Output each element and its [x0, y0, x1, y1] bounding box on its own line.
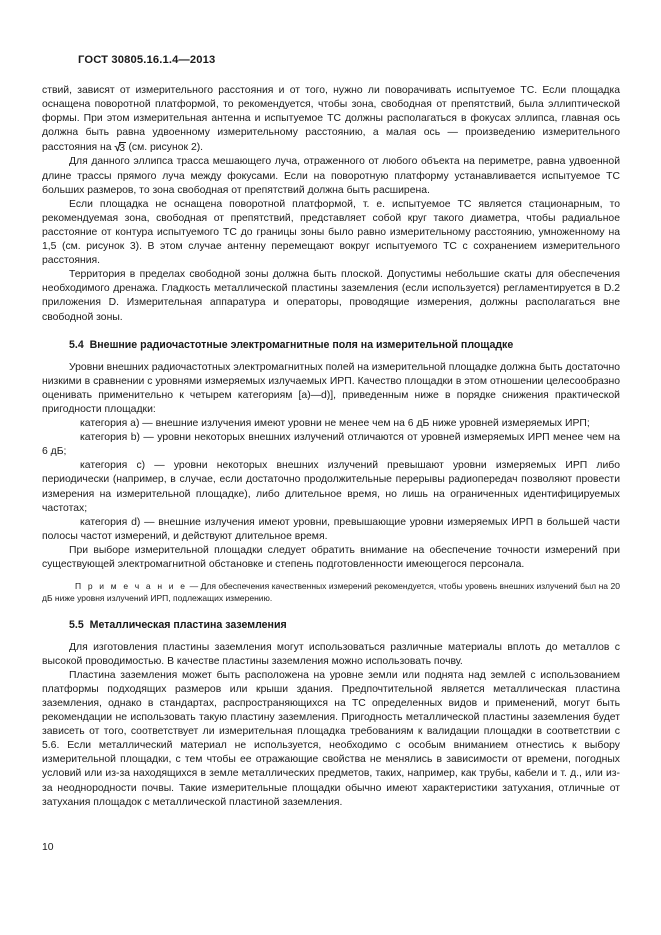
spacer	[42, 352, 620, 361]
note-body: — Для обеспечения качественных измерений рекомендуется, чтобы уровень внешних излучений был на 20 дБ ниже уровня излучений ИРП, подлежащих измерению.	[42, 581, 620, 604]
paragraph-5-5-materials: Для изготовления пластины заземления могут использоваться различные материалы вплоть до металлов с высокой проводимостью. В качестве пластины заземления можно использовать почву.	[42, 641, 620, 667]
sqrt-three-expression	[114, 140, 125, 155]
paragraph-text-part-1: ствий, зависят от измерительного расстояния и от того, нужно ли поворачивать испытуемое ТС. Если площадка оснащена поворотной платформой, то рекомендуется, чтобы зона, свободная от препятствий, была эллиптической формы. При этом измерительная антенна и испытуемое ТС должны располагаться в фокусах эллипса, главная ось должна быть равна удвоенному измерительному расстоянию, а малая ось — произведению измерительного расстояния на	[42, 85, 620, 154]
page-body	[42, 84, 620, 810]
spacer	[42, 605, 620, 618]
spacer	[42, 325, 620, 338]
heading-5-4-title: Внешние радиочастотные электромагнитные поля на измерительной площадке	[89, 338, 514, 351]
heading-5-4-number: 5.4	[69, 338, 84, 351]
paragraph-5-5-placement: Пластина заземления может быть расположена на уровне земли или поднята над землей с использованием платформы подходящих размеров или крыши здания. Предпочтительной является металлическая пластина заземления, однако в стандартах, распространяющихся на ТС определенных видов и применений, могут быть рекомендации не использовать такую пластину заземления. Пригодность металлической пластины заземления будет зависеть от того, соответствует ли измерительная площадка требованиям к валидации площадки в соответствии с 5.6. Если металлический материал не используется, необходимо с особым вниманием отнестись к выбору измерительной площадки, с тем чтобы ее отражающие свойства не менялись в зависимости от времени, погодных условий или из-за находящихся в земле металлических предметов, таких, например, как трубы, кабели и т. д., или из-за неоднородности почвы. Такие измерительные площадки обычно имеют характеристики затухания, отличные от затухания площадок с металлической пластиной заземления.	[42, 669, 620, 808]
page-number: 10	[42, 842, 54, 853]
radical-sign-icon: √	[114, 141, 121, 154]
list-item-category-b: категория b) — уровни некоторых внешних излучений отличаются от уровней измеряемых ИРП менее чем на 6 дБ;	[42, 432, 620, 458]
paragraph-stationary-eut: Если площадка не оснащена поворотной платформой, т. е. испытуемое ТС является стационарным, то рекомендуемая зона, свободная от препятствий, представляет собой круг такого диаметра, чтобы радиальное расстояние от контура испытуемого ТС до границы зоны было равно измерительному расстоянию, умноженному на 1,5 (см. рисунок 3). В этом случае антенну перемещают вокруг испытуемого ТС с сохранением измерительного расстояния.	[42, 198, 620, 267]
heading-section-5-5	[42, 618, 620, 632]
paragraph-text-part-2: (см. рисунок 2).	[125, 142, 204, 154]
paragraph-continuation	[42, 84, 620, 155]
paragraph-free-area-terrain: Территория в пределах свободной зоны должна быть плоской. Допустимы небольшие скаты для обеспечения необходимого дренажа. Гладкость металлической пластины заземления (если используется) регламентируется в D.2 приложения D. Измерительная аппаратура и операторы, проводящие измерения, должны располагаться вне свободной зоны.	[42, 269, 620, 323]
list-item-category-d: категория d) — внешние излучения имеют уровни, превышающие уровни измеряемых ИРП в большей части полосы частот измерений, и действуют длительное время.	[42, 516, 620, 542]
note-5-4	[42, 580, 620, 604]
spacer	[42, 632, 620, 641]
paragraph-5-4-intro: Уровни внешних радиочастотных электромагнитных полей на измерительной площадке должна быть достаточно низкими в сравнении с уровнями измеряемых излучаемых ИРП. Качество площадки в этом отношении целесообразно оценивать применительно к четырем категориям [a)—d)], приведенным ниже в порядке снижения практической пригодности площадки:	[42, 361, 620, 415]
list-item-category-a: категория a) — внешние излучения имеют уровни не менее чем на 6 дБ ниже уровней измеряемых ИРП;	[80, 418, 590, 430]
heading-section-5-4	[42, 338, 620, 352]
note-label: П р и м е ч а н и е	[75, 581, 188, 592]
paragraph-5-4-closing: При выборе измерительной площадки следует обратить внимание на обеспечение точности измерений при существующей электромагнитной обстановке и степень подготовленности имеющегося персонала.	[42, 544, 620, 570]
running-header: ГОСТ 30805.16.1.4—2013	[78, 54, 216, 66]
radicand-value: 3	[119, 142, 126, 154]
spacer	[42, 572, 620, 580]
list-item-category-c: категория c) — уровни некоторых внешних излучений превышают уровни измеряемых ИРП либо периодически (например, в случае, если достаточно продолжительные перерывы радиопередач позволяют провести измерения на измерительной площадке), либо длительное время, но лишь на ограниченных идентифицируемых частотах;	[42, 460, 620, 514]
heading-5-5-title: Металлическая пластина заземления	[89, 618, 287, 631]
paragraph-ellipse-path: Для данного эллипса трасса мешающего луча, отраженного от любого объекта на периметре, равна удвоенной длине трассы прямого луча между фокусами. Если на поворотную платформу устанавливается испытуемое ТС больших размеров, то зона свободная от препятствий должна быть расширена.	[42, 156, 620, 196]
heading-5-5-number: 5.5	[69, 618, 84, 631]
